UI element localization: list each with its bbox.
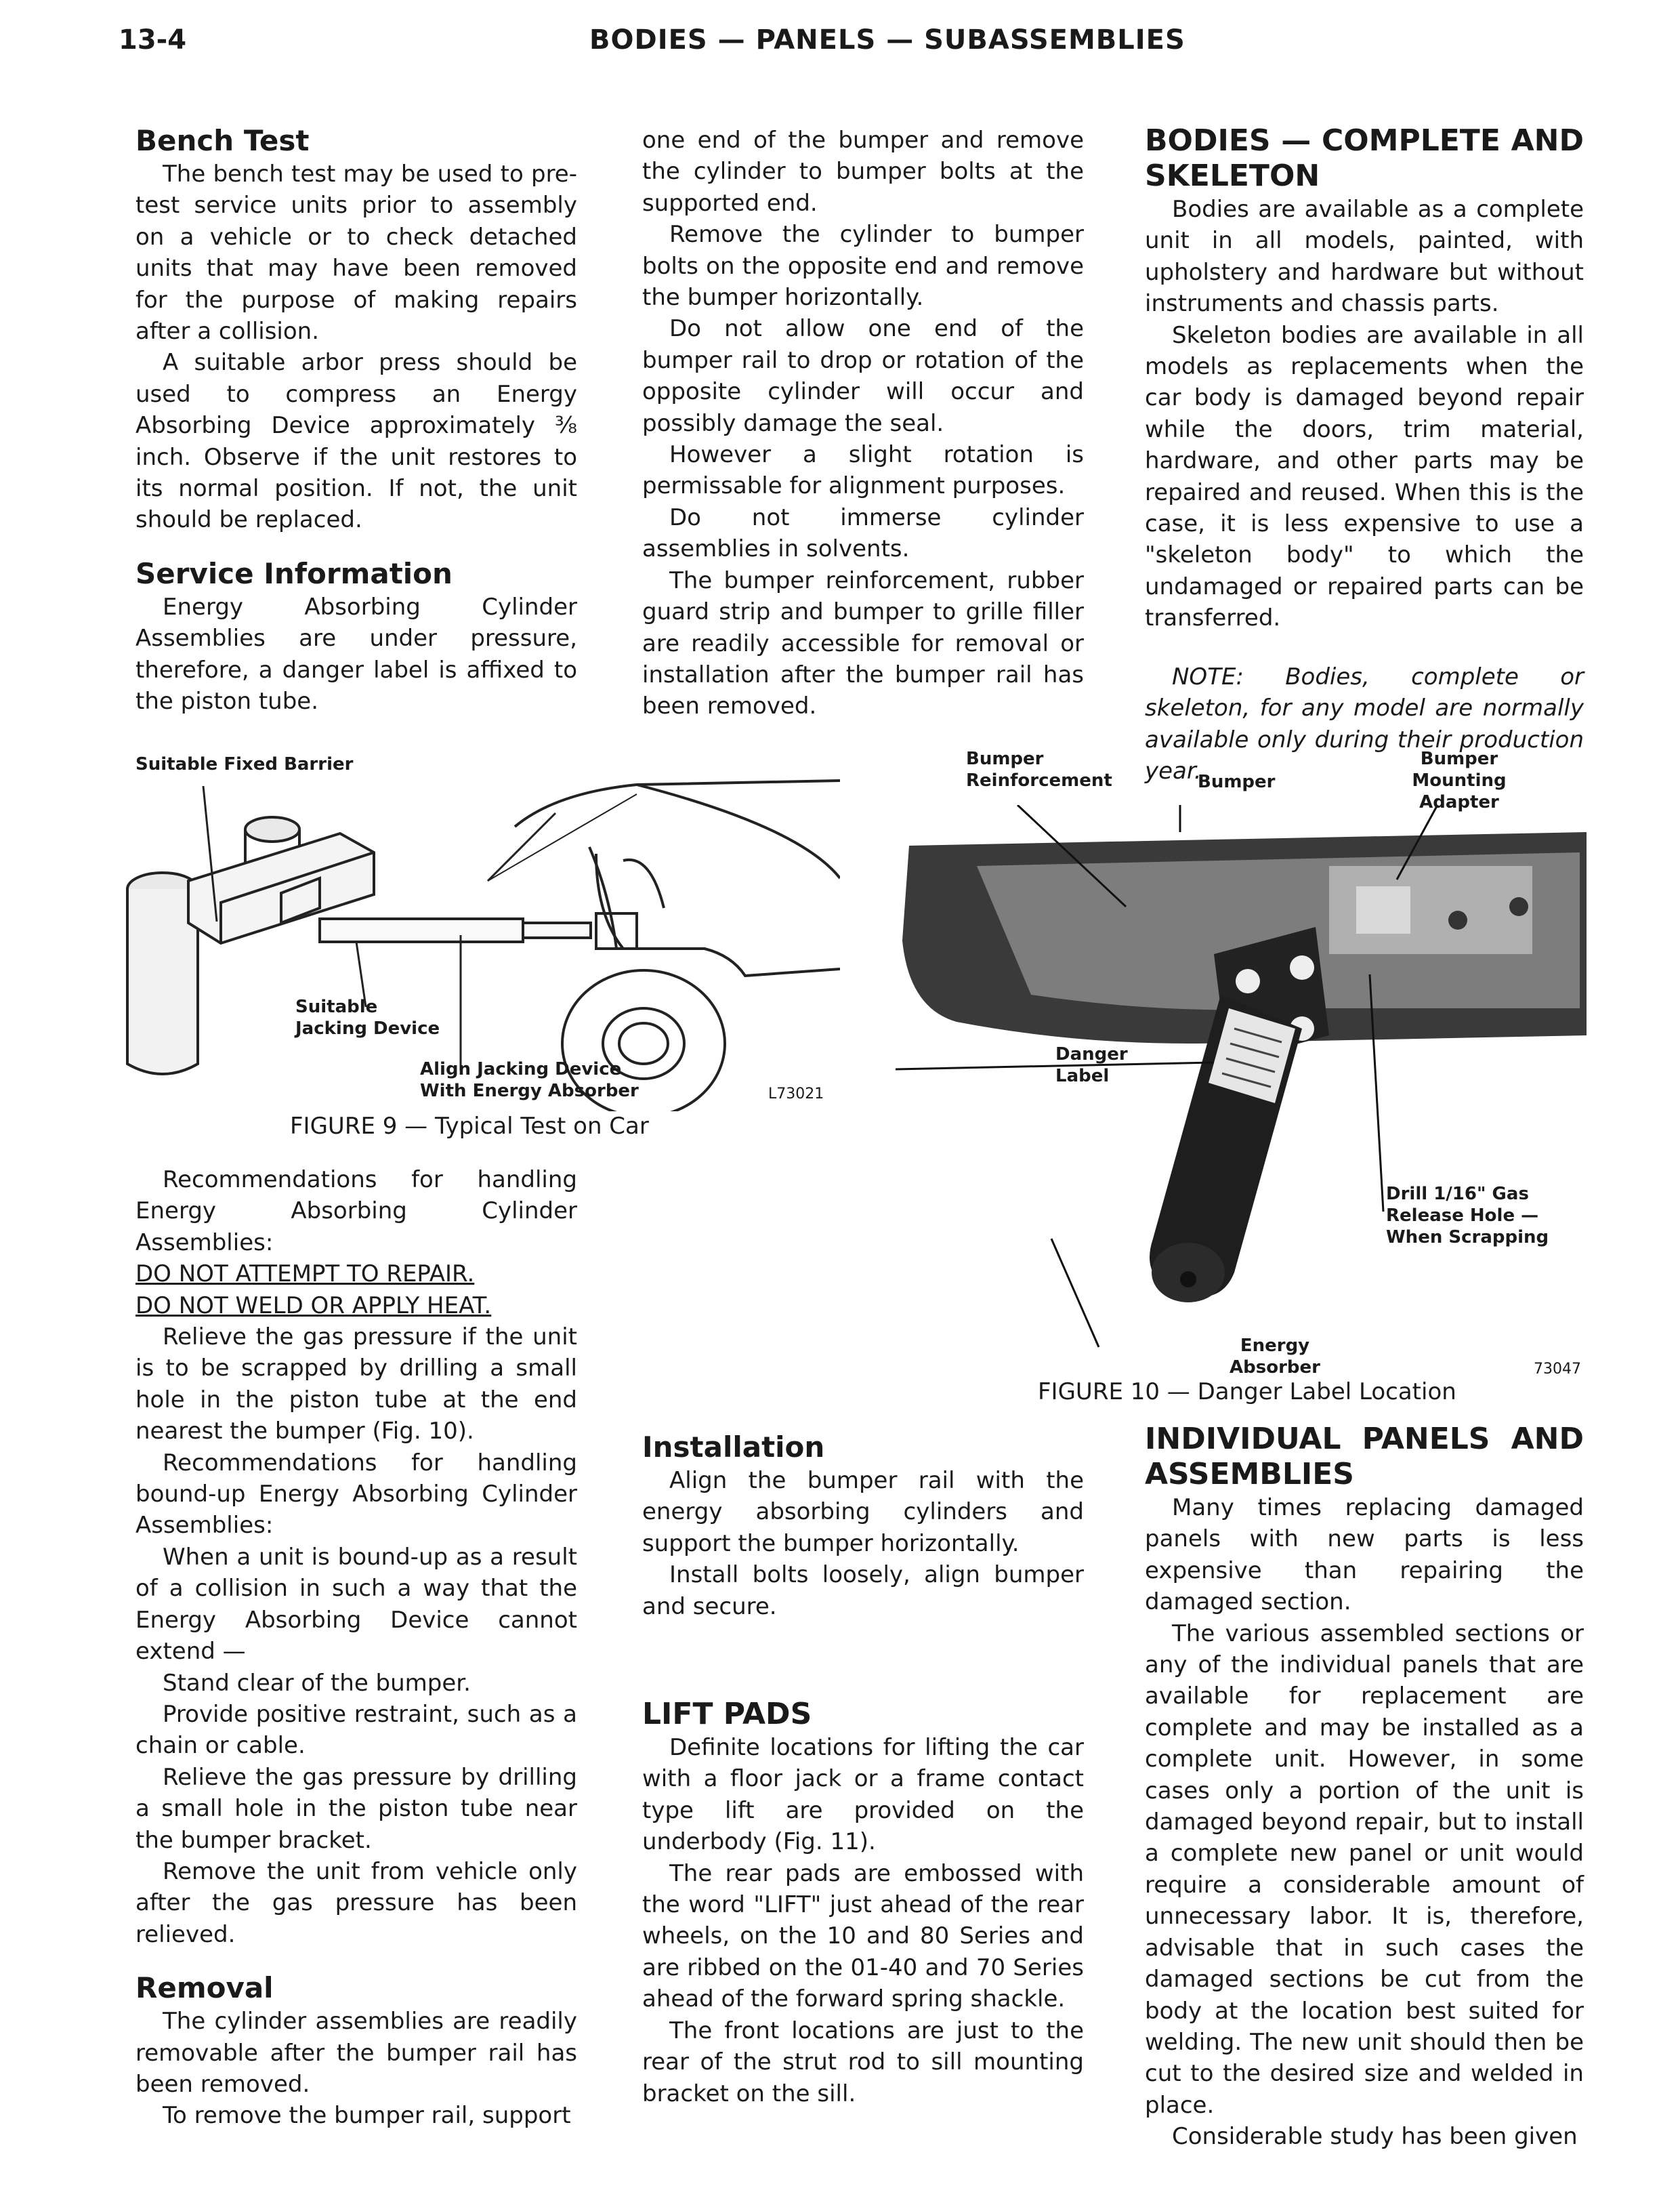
column-2-bottom <box>642 1430 1084 2109</box>
paragraph: Align the bumper rail with the energy absorbing cylinders and support the bumper horizontally. <box>642 1467 1084 1557</box>
label-suitable-jacking-device: Suitable Jacking Device <box>295 997 440 1039</box>
warning-line: DO NOT WELD OR APPLY HEAT. <box>135 1292 492 1319</box>
paragraph: Relieve the gas pressure if the unit is to be scrapped by drilling a small hole in the piston tube at the end nearest the bumper (Fig. 10). <box>135 1323 577 1445</box>
label-energy-absorber: Energy Absorber <box>1230 1336 1320 1378</box>
figure-9-code: L73021 <box>768 1086 824 1102</box>
spacer <box>135 1950 577 1970</box>
spacer <box>642 1622 1084 1676</box>
paragraph: Do not allow one end of the bumper rail to drop or rotation of the opposite cylinder will occur and possibly damage the seal. <box>642 315 1084 437</box>
paragraph: one end of the bumper and remove the cylinder to bumper bolts at the supported end. <box>642 127 1084 217</box>
paragraph: Recommendations for handling bound-up Energy Absorbing Cylinder Assemblies: <box>135 1449 577 1540</box>
column-1-bottom <box>135 1164 577 2132</box>
section-heading: Removal <box>135 1971 274 2005</box>
label-align-jacking-device: Align Jacking Device With Energy Absorber <box>420 1059 639 1101</box>
paragraph: Provide positive restraint, such as a chain or cable. <box>135 1700 577 1760</box>
page-number: 13-4 <box>119 24 187 56</box>
paragraph: However a slight rotation is permissable for alignment purposes. <box>642 441 1084 500</box>
paragraph: Remove the cylinder to bumper bolts on the opposite end and remove the bumper horizontally. <box>642 221 1084 312</box>
column-2-top <box>642 125 1084 722</box>
label-bumper-reinforcement: Bumper Reinforcement <box>966 749 1112 791</box>
paragraph: The rear pads are embossed with the word "LIFT" just ahead of the rear wheels, on the 10 and 80 Series and are ribbed on the 01-40 and 70 Series ahead of the forward spring shackle. <box>642 1859 1084 2013</box>
paragraph: The bench test may be used to pre-test service units prior to assembly on a vehicle or to check detached units that may have been removed for the purpose of making repairs after a collision. <box>135 161 577 346</box>
paragraph: The front locations are just to the rear of the strut rod to sill mounting bracket on the sill. <box>642 2017 1084 2107</box>
label-bumper-mounting-adapter: Bumper Mounting Adapter <box>1412 749 1507 812</box>
section-heading: Service Information <box>135 556 453 590</box>
paragraph: When a unit is bound-up as a result of a collision in such a way that the Energy Absorbing Device cannot extend — <box>135 1543 577 1666</box>
label-drill-gas-release-hole: Drill 1/16" Gas Release Hole — When Scrapping <box>1386 1184 1549 1247</box>
paragraph: Remove the unit from vehicle only after the gas pressure has been relieved. <box>135 1857 577 1948</box>
figure-10-code: 73047 <box>1534 1361 1581 1378</box>
paragraph: Relieve the gas pressure by drilling a small hole in the piston tube near the bumper bracket. <box>135 1763 577 1854</box>
paragraph: Definite locations for lifting the car with a floor jack or a frame contact type lift are provided on the underbody (Fig. 11). <box>642 1734 1084 1856</box>
note-paragraph: NOTE: Bodies, complete or skeleton, for any model are normally available only during their production year. <box>1145 663 1584 785</box>
paragraph: Skeleton bodies are available in all models as replacements when the car body is damaged beyond repair while the doors, trim material, hardware, and other parts may be repaired and reused. When this is the case, it is less expensive to use a "skeleton body" to which the undamaged or repaired parts can be transferred. <box>1145 321 1584 632</box>
paragraph: Recommendations for handling Energy Absorbing Cylinder Assemblies: <box>135 1166 577 1256</box>
label-danger-label: Danger Label <box>1055 1044 1128 1086</box>
spacer <box>642 1676 1084 1697</box>
section-heading: LIFT PADS <box>642 1697 812 1732</box>
section-heading: BODIES — COMPLETE AND SKELETON <box>1145 123 1584 193</box>
paragraph: Energy Absorbing Cylinder Assemblies are under pressure, therefore, a danger label is affixed to the piston tube. <box>135 593 577 716</box>
paragraph: Considerable study has been given <box>1172 2123 1578 2151</box>
section-heading: Bench Test <box>135 124 310 157</box>
spacer <box>135 536 577 556</box>
column-3-top <box>1145 123 1584 787</box>
section-heading: INDIVIDUAL PANELS AND ASSEMBLIES <box>1145 1422 1584 1491</box>
column-1-top <box>135 123 577 718</box>
paragraph: Many times replacing damaged panels with new parts is less expensive than repairing the damaged section. <box>1145 1494 1584 1616</box>
label-bumper: Bumper <box>1198 772 1276 792</box>
running-title: BODIES — PANELS — SUBASSEMBLIES <box>589 24 1185 56</box>
paragraph: A suitable arbor press should be used to compress an Energy Absorbing Device approximately ⅜ inch. Observe if the unit restores to its normal position. If not, the unit should be replaced. <box>135 349 577 534</box>
figure-9-illustration <box>122 745 840 1111</box>
column-3-bottom <box>1145 1422 1584 2153</box>
paragraph: The bumper reinforcement, rubber guard strip and bumper to grille filler are readily accessible for removal or installation after the bumper rail has been removed. <box>642 566 1084 720</box>
figure-9-caption: FIGURE 9 — Typical Test on Car <box>290 1113 649 1140</box>
warning-line: DO NOT ATTEMPT TO REPAIR. <box>135 1260 475 1288</box>
spacer <box>1145 634 1584 661</box>
paragraph: Bodies are available as a complete unit in all models, painted, with upholstery and hardware but without instruments and chassis parts. <box>1145 196 1584 318</box>
paragraph: Do not immerse cylinder assemblies in solvents. <box>642 503 1084 563</box>
figure-10-illustration <box>896 805 1587 1361</box>
paragraph: To remove the bumper rail, support <box>163 2102 571 2130</box>
paragraph: The cylinder assemblies are readily removable after the bumper rail has been removed. <box>135 2008 577 2098</box>
paragraph: The various assembled sections or any of the individual panels that are available for replacement are complete and may be installed as a complete unit. However, in some cases only a portion of the unit is damaged beyond repair, but to install a complete new panel or unit would require a considerable amount of unnecessary labor. It is, therefore, advisable that in such cases the damaged sections be cut from the body at the location best suited for welding. The new unit should then be cut to the desired size and welded in place. <box>1145 1619 1584 2119</box>
paragraph: Stand clear of the bumper. <box>163 1669 471 1697</box>
label-suitable-fixed-barrier: Suitable Fixed Barrier <box>135 754 354 775</box>
figure-10-caption: FIGURE 10 — Danger Label Location <box>1038 1378 1456 1405</box>
section-heading: Installation <box>642 1430 825 1464</box>
paragraph: Install bolts loosely, align bumper and secure. <box>642 1561 1084 1620</box>
